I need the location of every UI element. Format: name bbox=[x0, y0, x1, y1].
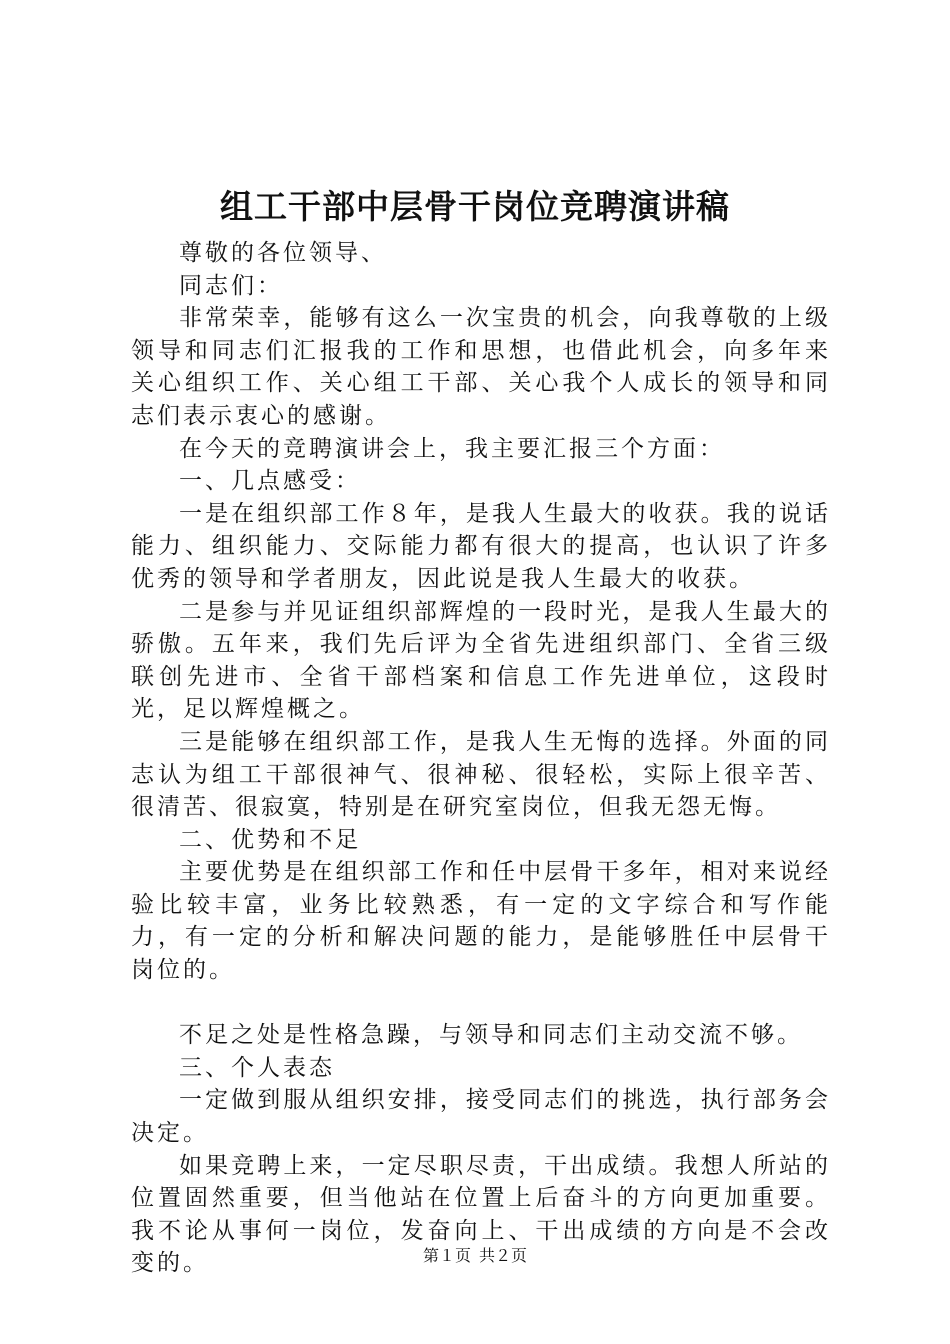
section-heading-2: 二、优势和不足 bbox=[179, 826, 361, 853]
page-total: 共２页 bbox=[479, 1246, 528, 1265]
paragraph-weaknesses: 不足之处是性格急躁，与领导和同志们主动交流不够。 bbox=[179, 1022, 803, 1049]
page-number: 第１页 bbox=[422, 1246, 471, 1265]
document-body bbox=[131, 237, 831, 1280]
paragraph-closing: 如果竞聘上来，一定尽职尽责，干出成绩。我想人所站的位置固然重要，但当他站在位置上后奋斗的方向更加重要。我不论从事何一岗位，发奋向上、干出成绩的方向是不会改变的。 bbox=[131, 1152, 831, 1277]
section-heading-1: 一、几点感受： bbox=[179, 468, 361, 495]
paragraph-commitment: 一定做到服从组织安排，接受同志们的挑选，执行部务会决定。 bbox=[131, 1087, 831, 1147]
blank-line bbox=[131, 987, 831, 1020]
page-footer bbox=[0, 1243, 950, 1266]
paragraph-strengths: 主要优势是在组织部工作和任中层骨干多年，相对来说经验比较丰富，业务比较熟悉，有一定的文字综合和写作能力，有一定的分析和解决问题的能力，是能够胜任中层骨干岗位的。 bbox=[131, 859, 831, 984]
paragraph-opening: 非常荣幸，能够有这么一次宝贵的机会，向我尊敬的上级领导和同志们汇报我的工作和思想，也借此机会，向多年来关心组织工作、关心组工干部、关心我个人成长的领导和同志们表示衷心的感谢。 bbox=[131, 305, 831, 429]
paragraph-point-2: 二是参与并见证组织部辉煌的一段时光，是我人生最大的骄傲。五年来，我们先后评为全省先进组织部门、全省三级联创先进市、全省干部档案和信息工作先进单位，这段时光，足以辉煌概之。 bbox=[131, 598, 831, 723]
document-title: 组工干部中层骨干岗位竞聘演讲稿 bbox=[220, 187, 730, 226]
paragraph-point-3: 三是能够在组织部工作，是我人生无悔的选择。外面的同志认为组工干部很神气、很神秘、很轻松，实际上很辛苦、很清苦、很寂寞，特别是在研究室岗位，但我无怨无悔。 bbox=[131, 728, 831, 821]
salutation-line-1: 尊敬的各位领导、 bbox=[179, 240, 387, 266]
section-heading-3: 三、个人表态 bbox=[179, 1054, 335, 1081]
salutation-line-2: 同志们： bbox=[179, 272, 283, 299]
paragraph-point-1: 一是在组织部工作８年，是我人生最大的收获。我的说话能力、组织能力、交际能力都有很大的提高，也认识了许多优秀的领导和学者朋友，因此说是我人生最大的收获。 bbox=[131, 500, 831, 592]
paragraph-outline: 在今天的竞聘演讲会上，我主要汇报三个方面： bbox=[179, 435, 725, 462]
